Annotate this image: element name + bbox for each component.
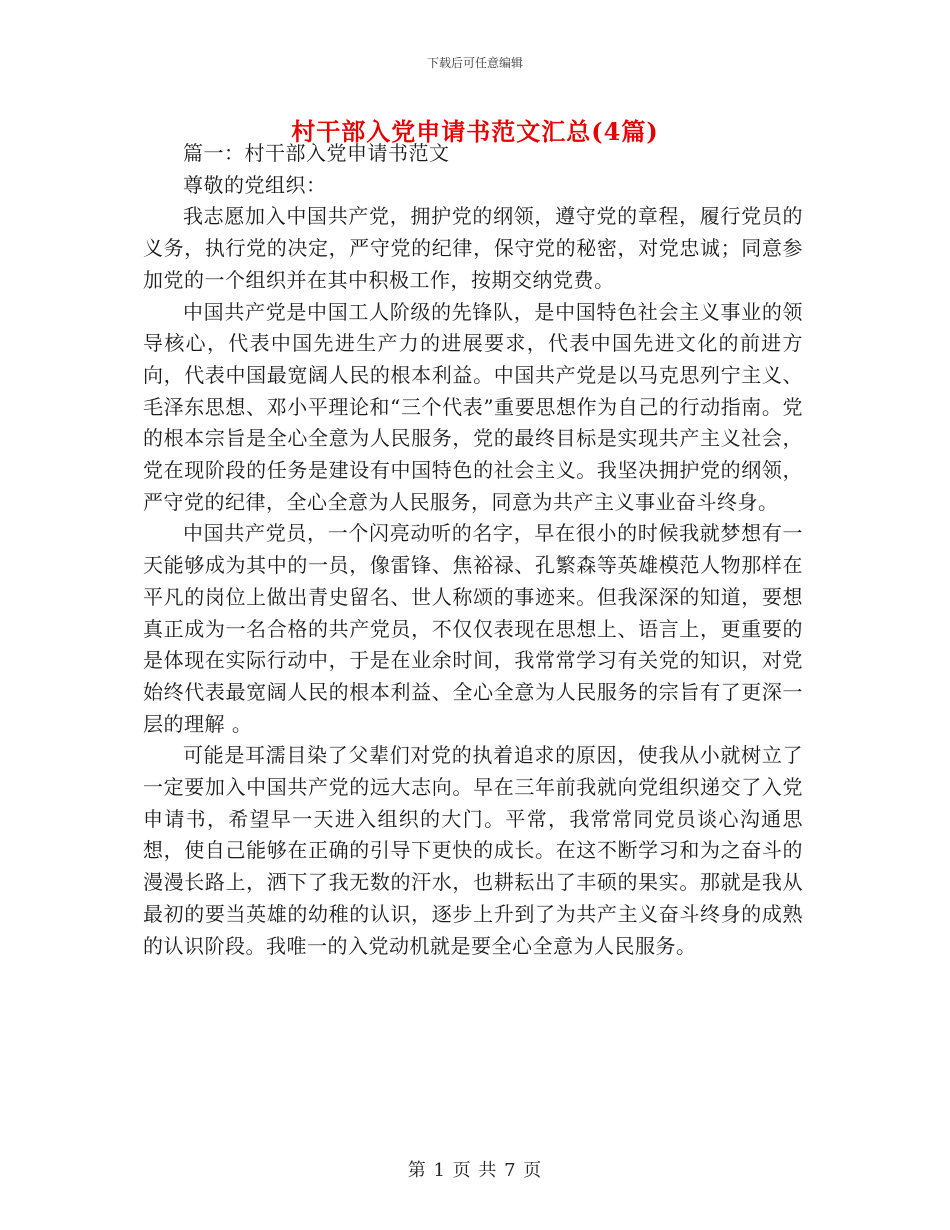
page-number: 第 1 页 共 7 页 (407, 1160, 543, 1181)
paragraph: 中国共产党是中国工人阶级的先锋队，是中国特色社会主义事业的领导核心，代表中国先进生产力的进展要求，代表中国先进文化的前进方向，代表中国最宽阔人民的根本利益。中国共产党是以马克思列宁主义、毛泽东思想、邓小平理论和“三个代表”重要思想作为自己的行动指南。党的根本宗旨是全心全意为人民服务，党的最终目标是实现共产主义社会，党在现阶段的任务是建设有中国特色的社会主义。我坚决拥护党的纲领，严守党的纪律，全心全意为人民服务，同意为共产主义事业奋斗终身。 (143, 299, 803, 514)
document-title: 村干部入党申请书范文汇总(4篇) (291, 117, 659, 146)
salutation: 尊敬的党组织： (183, 172, 327, 197)
paragraph: 我志愿加入中国共产党，拥护党的纲领，遵守党的章程，履行党员的义务，执行党的决定，严守党的纪律，保守党的秘密，对党忠诚；同意参加党的一个组织并在其中积极工作，按期交纳党费。 (143, 204, 803, 292)
document-body (143, 138, 803, 962)
paragraph: 中国共产党员，一个闪亮动听的名字，早在很小的时候我就梦想有一天能够成为其中的一员，像雷锋、焦裕禄、孔繁森等英雄模范人物那样在平凡的岗位上做出青史留名、世人称颂的事迹来。但我深深的知道，要想真正成为一名合格的共产党员，不仅仅表现在思想上、语言上，更重要的是体现在实际行动中，于是在业余时间，我常常学习有关党的知识，对党始终代表最宽阔人民的根本利益、全心全意为人民服务的宗旨有了更深一层的理解 。 (143, 521, 803, 736)
paragraph: 可能是耳濡目染了父辈们对党的执着追求的原因，使我从小就树立了一定要加入中国共产党的远大志向。早在三年前我就向党组织递交了入党申请书，希望早一天进入组织的大门。平常，我常常同党员谈心沟通思想，使自己能够在正确的引导下更快的成长。在这不断学习和为之奋斗的漫漫长路上，洒下了我无数的汗水，也耕耘出了丰硕的果实。那就是我从最初的要当英雄的幼稚的认识，逐步上升到了为共产主义奋斗终身的成熟的认识阶段。我唯一的入党动机就是要全心全意为人民服务。 (143, 743, 803, 958)
page-header-note: 下载后可任意编辑 (426, 56, 523, 70)
section-heading: 篇一：村干部入党申请书范文 (183, 141, 450, 165)
